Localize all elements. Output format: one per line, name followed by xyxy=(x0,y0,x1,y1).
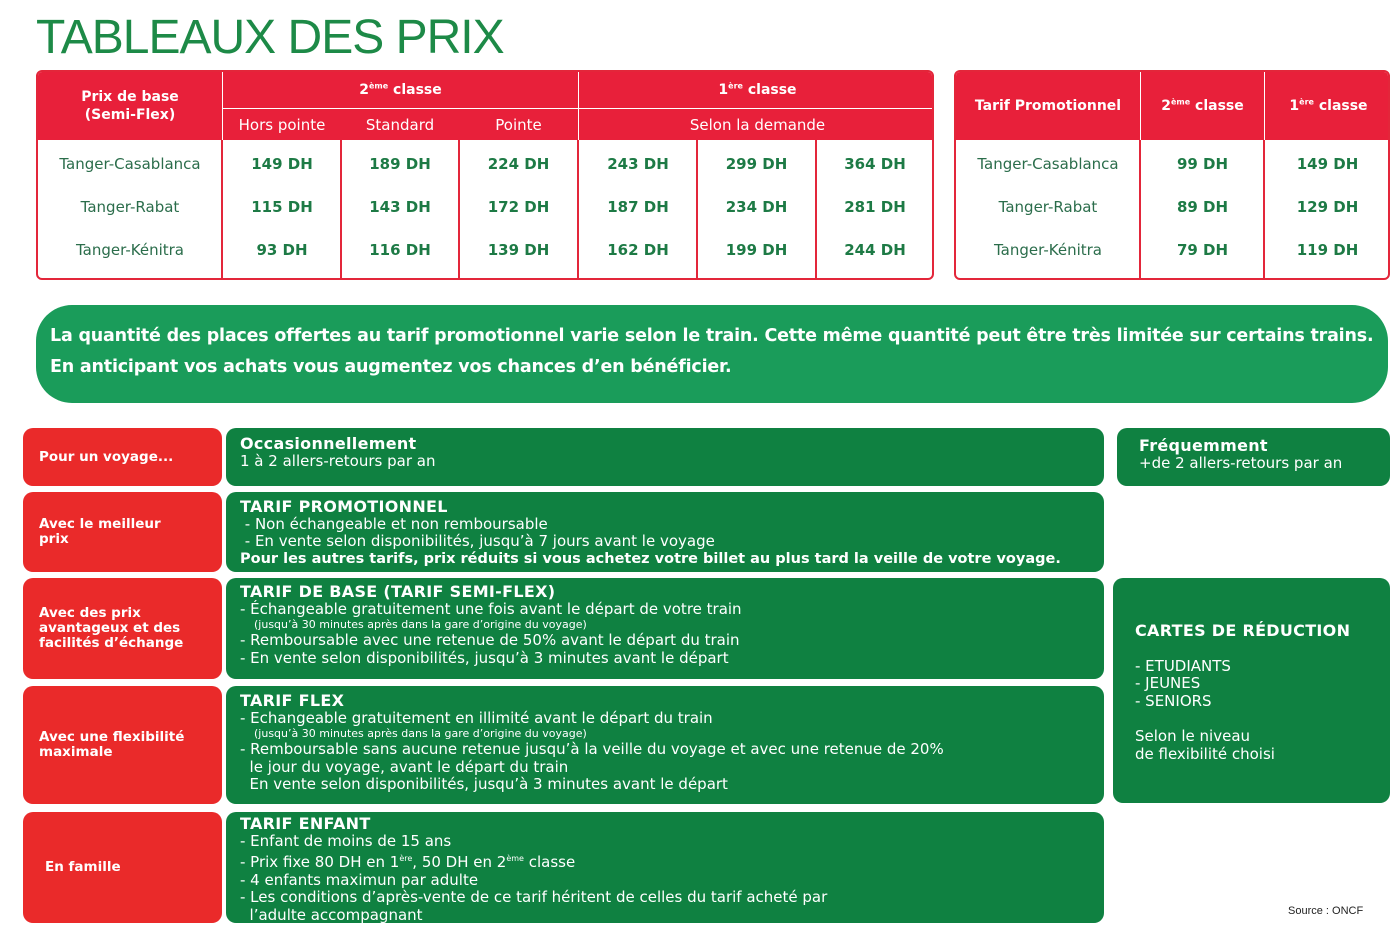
frequemment-title: Fréquemment xyxy=(1139,436,1268,455)
cartes-note-line2: de flexibilité choisi xyxy=(1135,744,1275,763)
tarif-promotionnel-item: - Non échangeable et non remboursable xyxy=(240,514,548,533)
occasionnellement-text: 1 à 2 allers-retours par an xyxy=(240,451,436,470)
header-prix-de-base-line2: (Semi-Flex) xyxy=(84,107,176,123)
divider xyxy=(1263,140,1265,280)
promo-route-kenitra: Tanger-Kénitra xyxy=(994,241,1102,259)
promo-price-table xyxy=(954,70,1390,280)
tarif-enfant-item: - Enfant de moins de 15 ans xyxy=(240,831,452,850)
divider xyxy=(577,140,579,280)
price-cell: 189 DH xyxy=(369,155,431,173)
tarif-flex-item: En vente selon disponibilités, jusqu’à 3 minutes avant le départ xyxy=(240,775,728,793)
header-class2-label: 2ème classe xyxy=(359,81,442,98)
price-cell: 234 DH xyxy=(725,198,788,216)
header-promo-class1-label: 1ère classe xyxy=(1289,97,1368,114)
carte-item: - JEUNES xyxy=(1135,674,1201,692)
price-cell: 364 DH xyxy=(844,155,906,173)
header-prix-de-base-line1: Prix de base xyxy=(81,88,179,105)
promo-route-casablanca: Tanger-Casablanca xyxy=(977,155,1119,173)
tarif-enfant-item: l’adulte accompagnant xyxy=(240,905,423,924)
tarif-promotionnel-item: - En vente selon disponibilités, jusqu’à 7 jours avant le voyage xyxy=(240,532,715,550)
carte-item: - SENIORS xyxy=(1135,691,1212,710)
promo-price-cell: 149 DH xyxy=(1296,155,1359,173)
tarif-de-base-title: TARIF DE BASE (TARIF SEMI-FLEX) xyxy=(240,582,556,601)
divider xyxy=(340,140,342,280)
box-frequemment xyxy=(1117,428,1390,486)
price-cell: 93 DH xyxy=(256,241,308,259)
sub-hors-pointe: Hors pointe xyxy=(223,109,341,140)
tarif-flex-item: - Remboursable sans aucune retenue jusqu’à la veille du voyage et avec une retenue de 20% xyxy=(240,740,944,758)
box-cartes-reduction xyxy=(1113,578,1390,803)
divider xyxy=(815,140,817,280)
price-cell: 115 DH xyxy=(251,198,313,216)
header-tarif-promotionnel: Tarif Promotionnel xyxy=(956,72,1140,140)
label-pour-un-voyage: Pour un voyage... xyxy=(23,428,222,486)
header-class2 xyxy=(223,72,578,108)
price-cell: 243 DH xyxy=(607,155,669,173)
price-cell: 224 DH xyxy=(487,155,550,173)
label-prix-avantageux: Avec des prix avantageux et des facilités d’échange xyxy=(23,578,222,679)
header-class1-label: 1ère classe xyxy=(718,81,797,98)
source-note: Source : ONCF xyxy=(1288,905,1364,917)
tarif-flex-title: TARIF FLEX xyxy=(240,691,345,710)
price-cell: 143 DH xyxy=(369,198,431,216)
tarif-de-base-note: (jusqu’à 30 minutes après dans la gare d’origine du voyage) xyxy=(254,618,587,631)
divider xyxy=(221,140,223,280)
box-tarif-flex xyxy=(226,686,1104,804)
price-cell: 162 DH xyxy=(607,241,669,259)
label-en-famille: En famille xyxy=(23,812,222,923)
price-cell: 187 DH xyxy=(607,198,669,216)
box-tarif-enfant xyxy=(226,812,1104,923)
sub-standard: Standard xyxy=(341,109,459,140)
carte-item: - ETUDIANTS xyxy=(1135,656,1231,675)
sub-pointe: Pointe xyxy=(459,109,578,140)
base-price-table xyxy=(36,70,934,280)
promo-price-cell: 99 DH xyxy=(1176,155,1229,173)
header-class1 xyxy=(579,72,934,108)
cartes-note-line1: Selon le niveau xyxy=(1135,727,1251,745)
price-cell: 139 DH xyxy=(487,241,550,259)
header-promo-class2 xyxy=(1141,72,1264,140)
divider xyxy=(223,108,934,109)
divider xyxy=(1264,72,1265,140)
tarif-flex-note: (jusqu’à 30 minutes après dans la gare d’origine du voyage) xyxy=(254,727,587,740)
route-rabat: Tanger-Rabat xyxy=(80,198,180,216)
price-cell: 172 DH xyxy=(487,198,550,216)
header-promo-class2-label: 2ème classe xyxy=(1161,97,1244,114)
tarif-enfant-item: - Les conditions d’après-vente de ce tarif héritent de celles du tarif acheté par xyxy=(240,888,828,906)
divider xyxy=(458,140,460,280)
frequemment-text: +de 2 allers-retours par an xyxy=(1139,453,1343,472)
promo-price-cell: 89 DH xyxy=(1176,198,1229,216)
divider xyxy=(696,140,698,280)
tarif-enfant-item: - 4 enfants maximun par adulte xyxy=(240,870,479,889)
price-cell: 116 DH xyxy=(369,241,431,259)
cartes-title: CARTES DE RÉDUCTION xyxy=(1135,621,1351,640)
promo-route-rabat: Tanger-Rabat xyxy=(998,198,1098,216)
price-cell: 299 DH xyxy=(725,155,788,173)
route-kenitra: Tanger-Kénitra xyxy=(76,241,184,259)
header-prix-de-base xyxy=(38,72,222,140)
sub-selon-demande: Selon la demande xyxy=(579,109,934,140)
banner-line1: La quantité des places offertes au tarif promotionnel varie selon le train. Cette même quantité peut être très limitée sur certains trains. xyxy=(50,326,1374,346)
divider xyxy=(1139,140,1141,280)
divider xyxy=(578,72,579,140)
occasionnellement-title: Occasionnellement xyxy=(240,434,417,453)
tarif-de-base-item: - Remboursable avec une retenue de 50% avant le départ du train xyxy=(240,631,740,649)
tarif-enfant-title: TARIF ENFANT xyxy=(240,814,371,833)
tarif-enfant-item: - Prix fixe 80 DH en 1ère, 50 DH en 2ème classe xyxy=(240,853,576,871)
box-tarif-de-base xyxy=(226,578,1104,679)
promo-price-cell: 119 DH xyxy=(1296,241,1359,259)
tarif-promotionnel-title: TARIF PROMOTIONNEL xyxy=(240,497,448,516)
tarif-flex-item: le jour du voyage, avant le départ du train xyxy=(240,757,569,776)
tarif-promotionnel-note: Pour les autres tarifs, prix réduits si vous achetez votre billet au plus tard la veille de votre voyage. xyxy=(240,550,1061,567)
label-flexibilite: Avec une flexibilité maximale xyxy=(23,686,222,804)
divider xyxy=(1140,72,1141,140)
box-occasionnellement xyxy=(226,428,1104,486)
promo-price-cell: 79 DH xyxy=(1176,241,1229,259)
box-tarif-promotionnel xyxy=(226,492,1104,572)
route-casablanca: Tanger-Casablanca xyxy=(59,155,201,173)
page-title: TABLEAUX DES PRIX xyxy=(36,11,504,64)
price-cell: 199 DH xyxy=(725,241,788,259)
tarif-de-base-item: - En vente selon disponibilités, jusqu’à 3 minutes avant le départ xyxy=(240,648,729,667)
promo-price-cell: 129 DH xyxy=(1296,198,1359,216)
divider xyxy=(222,72,223,140)
info-banner xyxy=(36,305,1388,403)
price-cell: 281 DH xyxy=(844,198,906,216)
banner-line2: En anticipant vos achats vous augmentez vos chances d’en bénéficier. xyxy=(50,357,732,377)
price-cell: 149 DH xyxy=(251,155,313,173)
header-promo-class1 xyxy=(1265,72,1390,140)
tarif-de-base-item: - Échangeable gratuitement une fois avant le départ de votre train xyxy=(240,599,742,618)
tarif-flex-item: - Echangeable gratuitement en illimité avant le départ du train xyxy=(240,708,713,727)
label-meilleur-prix: Avec le meilleur prix xyxy=(23,492,222,572)
price-cell: 244 DH xyxy=(844,241,906,259)
